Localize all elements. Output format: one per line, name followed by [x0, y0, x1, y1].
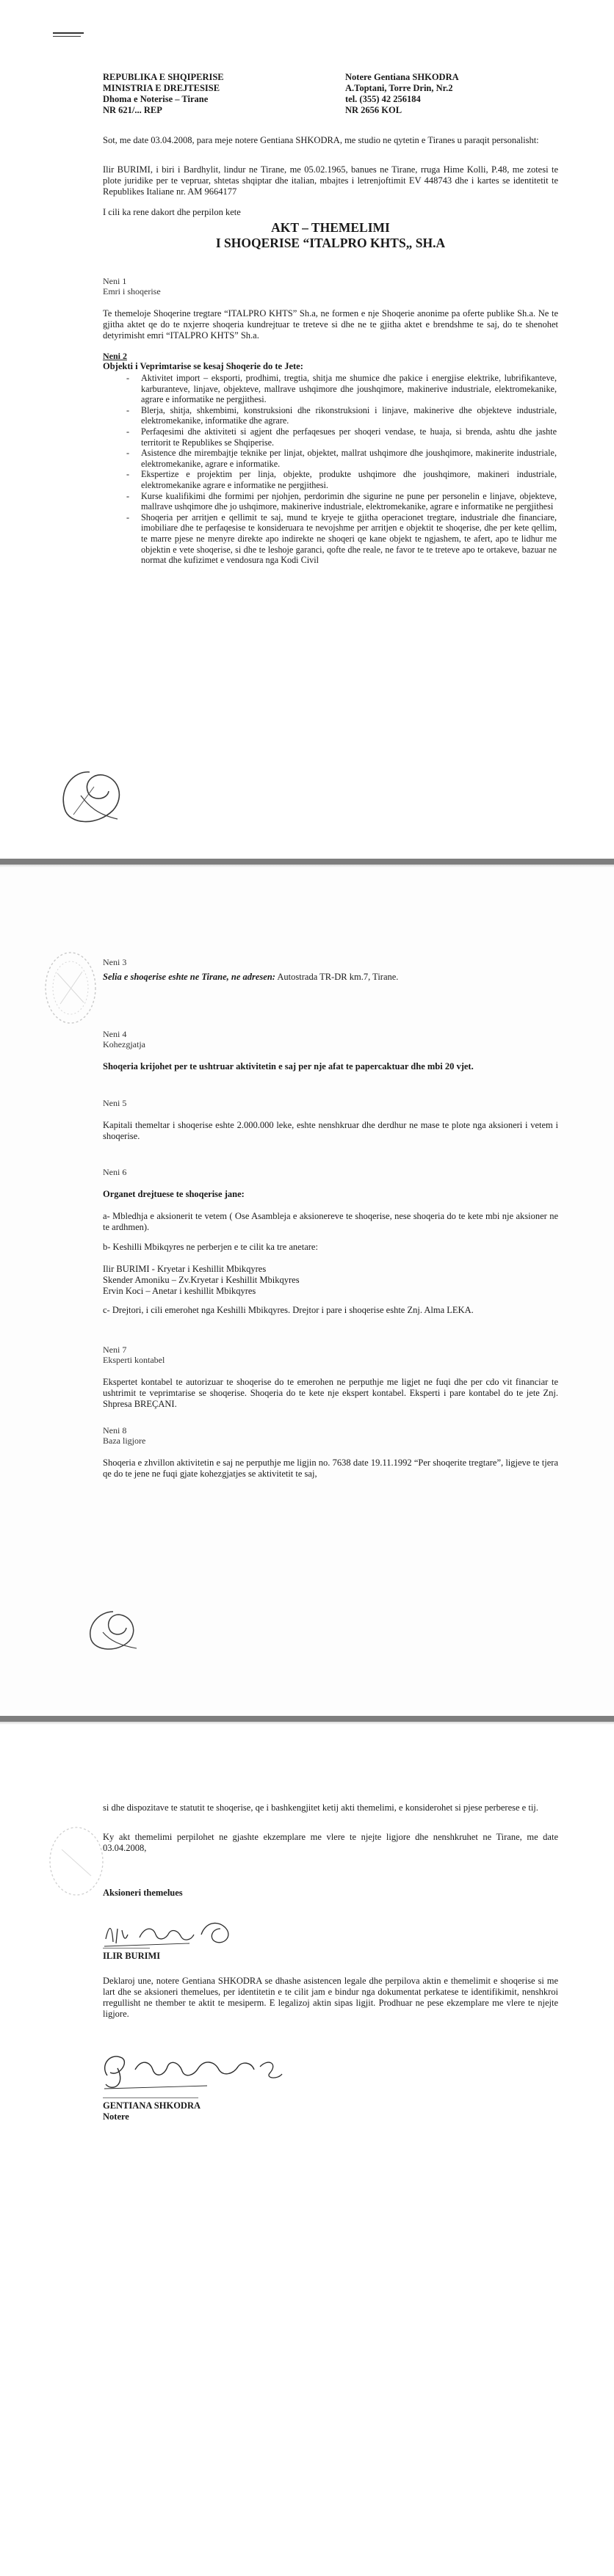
- title-line-1: AKT – THEMELIMI: [271, 220, 390, 235]
- activity-list: [138, 373, 557, 566]
- document-page-2: [0, 865, 614, 1716]
- shareholder-signature: [101, 1913, 248, 1957]
- title-line-2: I SHOQERISE “ITALPRO KHTS„ SH.A: [215, 236, 446, 250]
- copies-text: Ky akt themelimi perpilohet ne gjashte ekzemplare me vlere te njejte ligjore dhe nenshkruhet ne Tirane, me date 03.04.2008,: [103, 1832, 558, 1853]
- list-item: - Perfaqesimi dhe aktiviteti si agjent dhe perfaqesues per shoqeri vendase, te huaja, si brenda, ashtu dhe jashte territorit te Republikes se Shqiperise.: [138, 426, 557, 448]
- header-line: MINISTRIA E DREJTESISE: [103, 83, 220, 93]
- list-item: - Blerja, shitja, shkembimi, konstruksioni dhe rikonstruksioni i linjave, makinerive dhe objekteve industriale, elektromekanike, informatike dhe agrare.: [138, 405, 557, 426]
- article-8-label: Neni 8: [103, 1425, 127, 1436]
- article-1-subtitle: Emri i shoqerise: [103, 286, 161, 296]
- header-line: NR 2656 KOL: [345, 105, 402, 115]
- article-5-text: Kapitali themeltar i shoqerise eshte 2.000.000 leke, eshte nenshkruar dhe derdhur ne mase te plote nga aksioneri i vetem i shoqerise.: [103, 1120, 558, 1141]
- article-7-label: Neni 7: [103, 1345, 127, 1355]
- signature-line: [103, 2097, 198, 2098]
- article-3-line: [103, 972, 558, 983]
- article-7-text: Ekspertet kontabel te autorizuar te shoqerise do te emerohen ne perputhje me ligjet ne fuqi dhe per cdo vit financiar te ushtrimit te veprimtarise se shoqerise. Shoqeria do te kete nje ekspert kontabel. Eksperti i pare kontabel do te jete Znj. Shpresa BREÇANI.: [103, 1377, 558, 1409]
- article-3-text: Selia e shoqerise eshte ne Tirane, ne adresen:: [103, 972, 275, 982]
- person-paragraph: Ilir BURIMI, i biri i Bardhylit, lindur ne Tirane, me 05.02.1965, banues ne Tirane, rruga Hime Kolli, P.48, me zotesi te plote juridike per te vepruar, shtetas shqiptar dhe italian, mbajtes i letrenjoftimit EV 448743 dhe i kartes se identitetit te Republikes Italiane nr. AM 9664177: [103, 164, 558, 197]
- statute-text: si dhe dispozitave te statutit te shoqerise, qe i bashkengjitet ketij akti themelimi, e konsiderohet si pjese perberese e tij.: [103, 1802, 538, 1813]
- board-members: [103, 1264, 558, 1297]
- article-6-subtitle: Organet drejtuese te shoqerise jane:: [103, 1189, 245, 1199]
- article-4-subtitle: Kohezgjatja: [103, 1039, 145, 1049]
- article-2-label: Neni 2: [103, 351, 127, 361]
- header-line: tel. (355) 42 256184: [345, 94, 421, 104]
- article-6-item-b: b- Keshilli Mbikqyres ne perberjen e te cilit ka tre anetare:: [103, 1242, 318, 1252]
- article-6-item-a: a- Mbledhja e aksionerit te vetem ( Ose Asambleja e aksionereve te shoqerise, nese shoqeria do te kete mbi nje aksioner ne te ardhmen).: [103, 1211, 558, 1232]
- notary-signature: [97, 2046, 288, 2097]
- article-7-subtitle: Eksperti kontabel: [103, 1355, 165, 1365]
- article-8-text: Shoqeria e zhvillon aktivitetin e saj ne perputhje me ligjin no. 7638 date 19.11.1992 “Per shoqerite tregtare”, ligjeve te tjera qe do te jene ne fuqi gjate kohezgjatjes se aktivitetit te saj,: [103, 1458, 558, 1479]
- signature-initials: [51, 763, 132, 829]
- document-page-1: [0, 0, 614, 859]
- board-member: Ilir BURIMI - Kryetar i Keshillit Mbikqyres: [103, 1264, 267, 1274]
- ministry-header: [103, 72, 323, 116]
- document-title: [103, 220, 558, 251]
- agreement-line: I cili ka rene dakort dhe perpilon kete: [103, 207, 241, 217]
- article-5-label: Neni 5: [103, 1098, 127, 1108]
- notary-stamp: [38, 944, 104, 1032]
- list-item: - Ekspertize e projektim per linja, objekte, produkte ushqimore dhe joushqimore, makineri industriale, elektromekanike agrare e informatike ne pergjithesi.: [138, 469, 557, 490]
- scan-edge: [0, 1722, 614, 1725]
- board-member: Skender Amoniku – Zv.Kryetar i Keshillit Mbikqyres: [103, 1275, 300, 1285]
- notary-header: [345, 72, 566, 116]
- notary-declaration: Deklaroj une, notere Gentiana SHKODRA se dhashe asistencen legale dhe perpilova aktin e themelimit e shoqerise si me lart dhe se aksioneri themelues, per identitetin e te cilit jam e bindur nga dokumentat perkatese te identifikimit, nenshkroi rregullisht ne thember te aktit te mesiperm. E legalizoj aktin sipas ligjit. Prodhuar ne pese ekzemplare me vlere te njejte ligjore.: [103, 1976, 558, 2019]
- intro-paragraph: Sot, me date 03.04.2008, para meje notere Gentiana SHKODRA, me studio ne qytetin e Tiranes u paraqit personalisht:: [103, 135, 539, 145]
- corner-mark: [53, 32, 84, 34]
- corner-mark: [53, 36, 81, 37]
- list-item: - Shoqeria per arritjen e qellimit te saj, mund te kryeje te gjitha operacionet tregtare, industriale dhe financiare, imobiliare dhe te perfaqesise te konsideruara te nevojshme per arritjen e objektit te shoqerise, dhe per kete qellim, te marre pjese ne menyre direkte apo indirekte ne shoqeri qe kane objekt te ngjashem, te afert, apo te lidhur me objektin e vete shoqerise, si dhe te leshoje garanci, qofte dhe reale, ne favor te te treteve apo te ortakeve, bazuar ne normat dhe kufizimet e vendosura nga Kodi Civil: [138, 512, 557, 566]
- notary-stamp: [40, 1817, 113, 1905]
- article-6-item-c: c- Drejtori, i cili emerohet nga Keshilli Mbikqyres. Drejtor i pare i shoqerise eshte Znj. Alma LEKA.: [103, 1305, 474, 1315]
- article-8-subtitle: Baza ligjore: [103, 1436, 146, 1446]
- notary-name: GENTIANA SHKODRA: [103, 2100, 201, 2111]
- article-2-subtitle: Objekti i Veprimtarise se kesaj Shoqerie do te Jete:: [103, 361, 303, 371]
- header-line: Notere Gentiana SHKODRA: [345, 72, 459, 82]
- board-member: Ervin Koci – Anetar i keshillit Mbikqyres: [103, 1286, 256, 1296]
- shareholder-label: Aksioneri themelues: [103, 1888, 183, 1898]
- list-item: - Kurse kualifikimi dhe formimi per njohjen, perdorimin dhe sigurine ne pune per personelin e linjave, objekteve, mallrave ushqimore dhe jo ushqimore, makinerive industriale, elektromekanike, agrare e informatike ne pergjithesi: [138, 491, 557, 512]
- header-line: A.Toptani, Torre Drin, Nr.2: [345, 83, 453, 93]
- list-item: - Aktivitet import – eksporti, prodhimi, tregtia, shitja me shumice dhe pakice i energjise elektrike, lubrifikanteve, karburanteve, linjave, objekteve, mallrave ushqimore dhe joushqimore, makinerive industriale, elektromekanike, agrare e informatike ne pergjithesi.: [138, 373, 557, 405]
- company-address: Autostrada TR-DR km.7, Tirane.: [277, 972, 399, 982]
- article-1-label: Neni 1: [103, 276, 127, 286]
- document-page-3: [0, 1722, 614, 2576]
- article-4-text: Shoqeria krijohet per te ushtruar aktivitetin e saj per nje afat te papercaktuar dhe mbi 20 vjet.: [103, 1061, 474, 1071]
- scan-edge: [0, 865, 614, 867]
- article-6-label: Neni 6: [103, 1167, 127, 1177]
- article-1-text: Te themeloje Shoqerine tregtare “ITALPRO KHTS” Sh.a, ne formen e nje Shoqerie anonime pa oferte publike Sh.a. Ne te gjitha aktet qe do te nxjerre shoqeria kundrejtuar te treteve si dhe ne te gjitha aktet e brendshme te saj, do te shenohet detyrimisht emri “ITALPRO KHTS” Sh.a.: [103, 308, 558, 341]
- article-4-label: Neni 4: [103, 1029, 127, 1039]
- list-item: - Asistence dhe mirembajtje teknike per linjat, objektet, mallrat ushqimore dhe joushqimore, makinerite industriale, elektromekanike, agrare e informatike.: [138, 448, 557, 469]
- article-3-label: Neni 3: [103, 957, 127, 967]
- signature-initials: [81, 1606, 147, 1657]
- signature-line: [103, 1948, 150, 1949]
- header-line: REPUBLIKA E SHQIPERISE: [103, 72, 224, 82]
- header-line: NR 621/... REP: [103, 105, 162, 115]
- shareholder-name: ILIR BURIMI: [103, 1951, 161, 1961]
- notary-title: Notere: [103, 2111, 129, 2122]
- header-line: Dhoma e Noterise – Tirane: [103, 94, 209, 104]
